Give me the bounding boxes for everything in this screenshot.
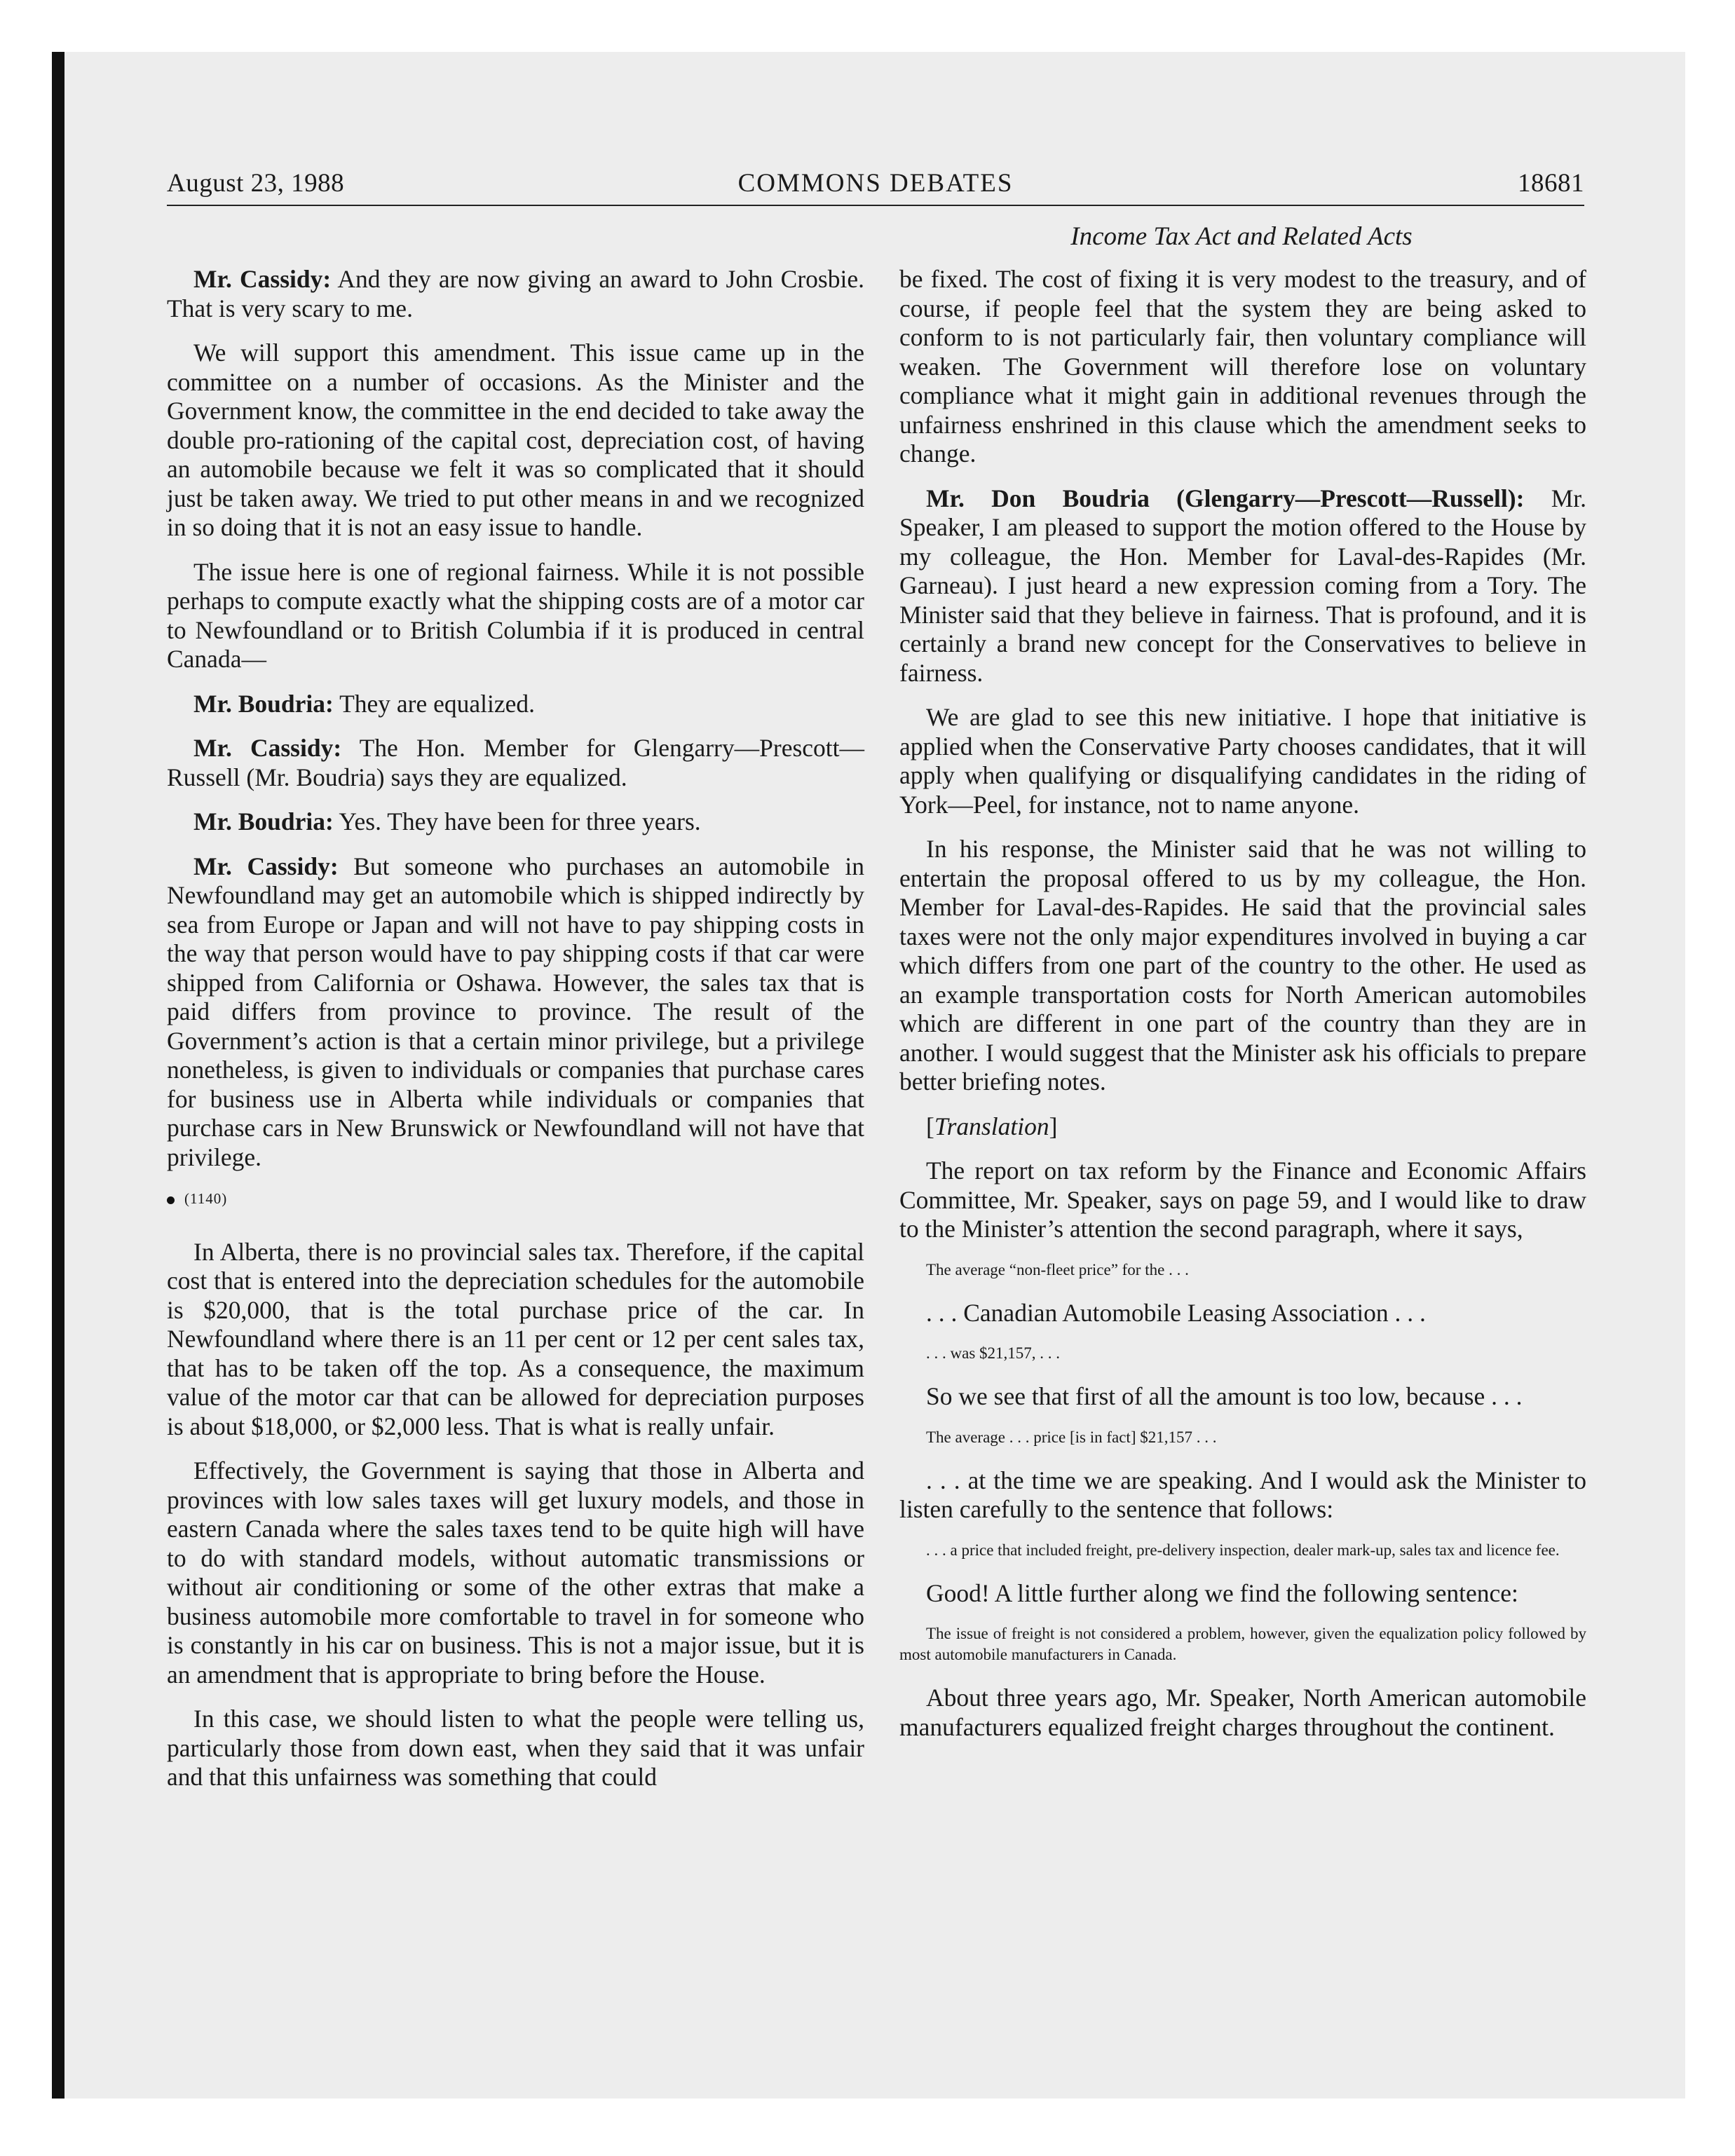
speech-text: Mr. Speaker, I am pleased to support the motion offered to the House by my colleague, the Hon. Member for Laval-des-Rapides (Mr. Garneau). I just heard a new expression coming from a Tory. The Minister said that they believe in fairness. That is profound, and it is certainly a brand new concept for the Conservatives to believe in fairness. — [899, 484, 1587, 687]
block-quote: The average “non-fleet price” for the . . . — [926, 1260, 1189, 1278]
right-column — [899, 265, 1586, 1757]
speech-text: The Hon. Member for Glengarry—Prescott—Russell (Mr. Boudria) says they are equalized. — [167, 734, 865, 791]
speaker-name: Mr. Don Boudria (Glengarry—Prescott—Russell): — [926, 484, 1525, 512]
time-marker-label: (1140) — [184, 1190, 228, 1207]
paragraph: In this case, we should listen to what the people were telling us, particularly those from down east, when they said that it was unfair and that this unfairness was something that could — [167, 1705, 864, 1791]
section-heading: Income Tax Act and Related Acts — [1070, 222, 1413, 251]
paragraph: The report on tax reform by the Finance and Economic Affairs Committee, Mr. Speaker, says on page 59, and I would like to draw to the Minister’s attention the second paragraph, where it says, — [899, 1157, 1586, 1243]
header-page-number: 18681 — [1518, 169, 1584, 198]
speech-text: Yes. They have been for three years. — [333, 807, 701, 835]
block-quote: The issue of freight is not considered a problem, however, given the equalization policy followed by most automobile manufacturers in Canada. — [899, 1625, 1586, 1663]
speaker-name: Mr. Cassidy: — [193, 852, 339, 880]
paragraph: Good! A little further along we find the following sentence: — [926, 1578, 1518, 1607]
paragraph: So we see that first of all the amount is too low, because . . . — [926, 1382, 1523, 1410]
paragraph — [167, 807, 864, 837]
speaker-name: Mr. Boudria: — [193, 807, 334, 835]
header-rule — [167, 205, 1584, 206]
translation-word: Translation — [934, 1112, 1049, 1140]
left-column — [167, 265, 864, 1808]
speaker-name: Mr. Boudria: — [193, 689, 334, 718]
paragraph: be fixed. The cost of fixing it is very modest to the treasury, and of course, if people feel that the system they are being asked to conform to is not particularly fair, then voluntary compliance will weaken. The Government will therefore lose on voluntary compliance what it might gain in additional revenues through the unfairness enshrined in this clause which the amendment seeks to change. — [899, 265, 1586, 468]
header-publication: COMMONS DEBATES — [737, 169, 1014, 198]
page-header — [167, 168, 1584, 205]
paragraph: The issue here is one of regional fairness. While it is not possible perhaps to compute exactly what the shipping costs are of a motor car to Newfoundland or to British Columbia if it is produced in central Canada— — [167, 557, 864, 673]
bullet-dot-icon — [167, 1196, 175, 1204]
speaker-name: Mr. Cassidy: — [193, 734, 342, 762]
paragraph — [167, 852, 864, 1173]
speech-text: They are equalized. — [333, 689, 536, 718]
paragraph: We will support this amendment. This issue came up in the committee on a number of occasions. As the Minister and the Government know, the committee in the end decided to take away the double pro-rationing of the capital cost, depreciation cost, of having an automobile because we felt it was so complicated that it should just be taken away. We tried to put other means in and we recognized in so doing that it is not an easy issue to handle. — [167, 339, 864, 541]
paragraph: In Alberta, there is no provincial sales tax. Therefore, if the capital cost that is entered into the depreciation schedules for the automobile is $20,000, that is the total purchase price of the car. In Newfoundland where there is an 11 per cent or 12 per cent sales tax, that has to be taken off the top. As a consequence, the maximum value of the motor car that can be allowed for depreciation purposes is about $18,000, or $2,000 less. That is what is really unfair. — [167, 1237, 864, 1440]
speech-text: But someone who purchases an automobile in Newfoundland may get an automobile which is shipped indirectly by sea from Europe or Japan and will not have to pay shipping costs in the way that person would have to pay shipping costs if that car were shipped from California or Oshawa. However, the sales tax that is paid differs from province to province. The result of the Government’s action is that a certain minor privilege, but a privilege nonetheless, is given to individuals or companies that purchase cares for business use in Alberta while individuals or companies that purchase cars in New Brunswick or Newfoundland will not have that privilege. — [167, 852, 864, 1171]
block-quote: The average . . . price [is in fact] $21,157 . . . — [926, 1428, 1217, 1446]
translation-label: [Translation] — [926, 1112, 1058, 1140]
paragraph: . . . Canadian Automobile Leasing Association . . . — [926, 1298, 1426, 1327]
block-quote: . . . a price that included freight, pre-delivery inspection, dealer mark-up, sales tax and licence fee. — [926, 1541, 1560, 1559]
speech-text: And they are now giving an award to John Crosbie. That is very scary to me. — [167, 265, 864, 322]
paragraph: Effectively, the Government is saying that those in Alberta and provinces with low sales taxes will get luxury models, and those in eastern Canada where the sales taxes tend to be quite high will have to do with standard models, without automatic transmissions or without air conditioning or some of the other extras that make a business automobile more comfortable to travel in for someone who is constantly in his car on business. This is not a major issue, but it is an amendment that is appropriate to bring before the House. — [167, 1456, 864, 1688]
speaker-name: Mr. Cassidy: — [193, 265, 332, 293]
time-marker — [167, 1185, 864, 1214]
paragraph: In his response, the Minister said that he was not willing to entertain the proposal offered to us by my colleague, the Hon. Member for Laval-des-Rapides. He said that the provincial sales taxes were not the only major expenditures involved in buying a car which differs from one part of the country to the other. He used as an example transportation costs for North American automobiles which are different in one part of the country than they are in another. I would suggest that the Minister ask his officials to prepare better briefing notes. — [899, 835, 1586, 1096]
paragraph: About three years ago, Mr. Speaker, North American automobile manufacturers equalized freight charges throughout the continent. — [899, 1684, 1586, 1741]
paragraph — [167, 690, 864, 719]
header-date: August 23, 1988 — [167, 169, 345, 198]
paragraph: We are glad to see this new initiative. I hope that initiative is applied when the Conservative Party chooses candidates, that it will apply when qualifying or disqualifying candidates in the riding of York—Peel, for instance, not to name anyone. — [899, 703, 1586, 819]
paragraph — [899, 484, 1586, 688]
paragraph — [167, 265, 864, 323]
paragraph — [167, 734, 864, 792]
paragraph: . . . at the time we are speaking. And I would ask the Minister to listen carefully to the sentence that follows: — [899, 1466, 1586, 1523]
binding-edge — [52, 52, 64, 2099]
block-quote: . . . was $21,157, . . . — [926, 1344, 1061, 1362]
